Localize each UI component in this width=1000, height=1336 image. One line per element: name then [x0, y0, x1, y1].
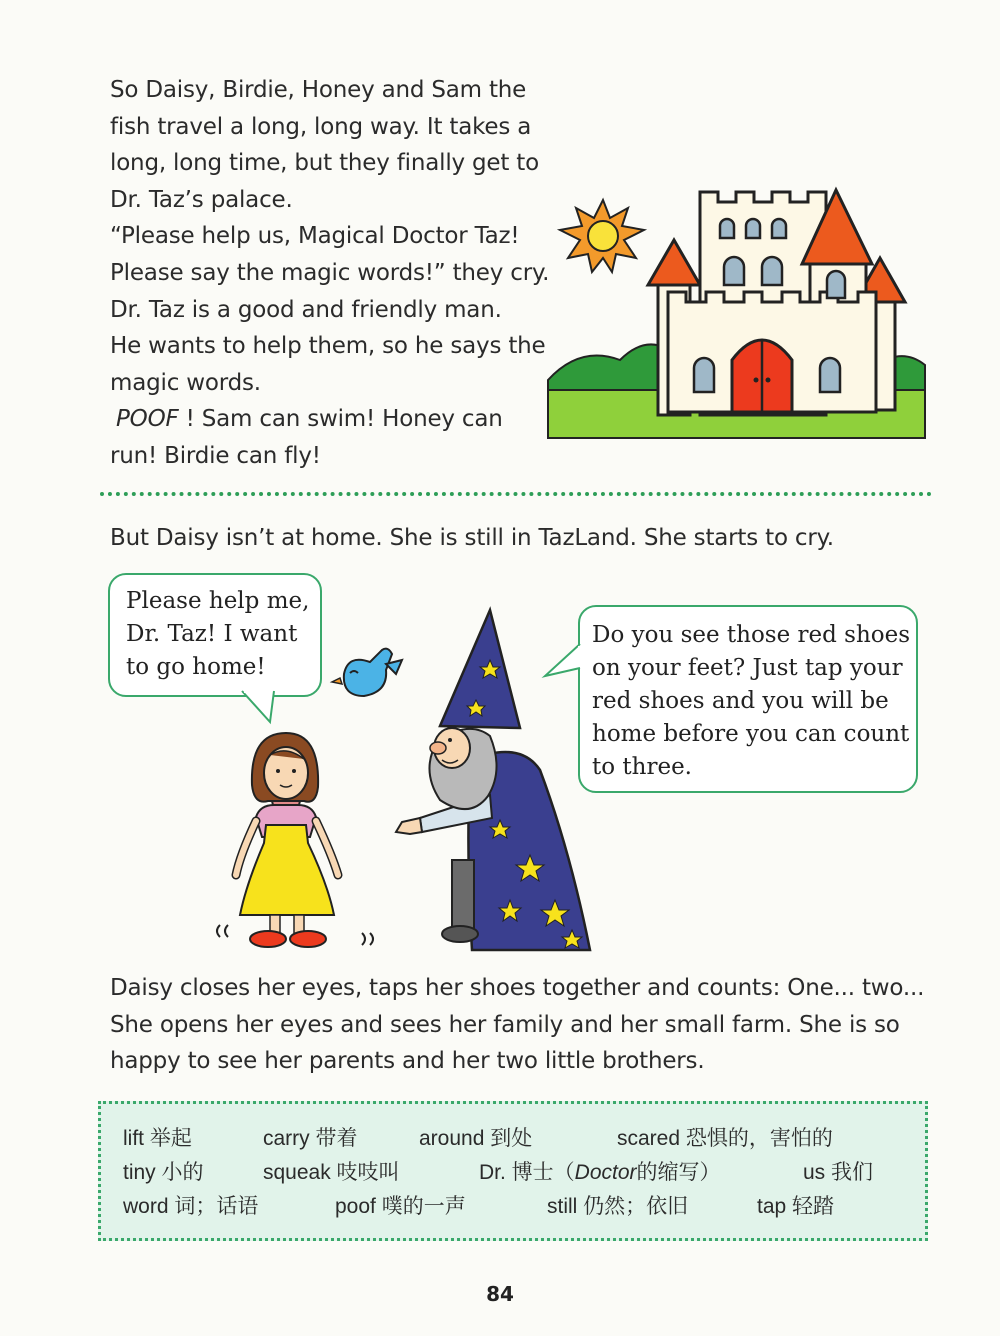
vocabulary-box: [98, 1101, 928, 1241]
section-divider: [100, 492, 932, 496]
vocab-item: scared 恐惧的，害怕的: [617, 1127, 833, 1150]
taz-speech-bubble: [578, 605, 918, 793]
vocab-item: word 词；话语: [123, 1195, 259, 1218]
story-line: fish travel a long, long way. It takes a: [110, 113, 532, 140]
wizard-illustration: [380, 600, 620, 960]
sun-icon: [558, 198, 648, 274]
story-line: run! Birdie can fly!: [110, 442, 321, 469]
story-paragraph-1: [110, 72, 549, 475]
story-line: long, long time, but they finally get to: [110, 150, 540, 177]
page-number: 84: [486, 1282, 514, 1306]
story-line: magic words.: [110, 369, 261, 396]
bubble-line: red shoes and you will be: [592, 688, 889, 714]
vocab-item: tiny 小的: [123, 1161, 204, 1184]
daisy-speech-bubble: [108, 573, 322, 697]
vocab-item: tap 轻踏: [757, 1195, 835, 1218]
vocab-item: Dr. 博士（Doctor的缩写）: [479, 1161, 721, 1184]
story-line: But Daisy isn’t at home. She is still in TazLand. She starts to cry.: [110, 525, 834, 551]
story-paragraph-3: [110, 970, 924, 1080]
bubble-line: home before you can count: [592, 721, 910, 747]
bubble-line: Do you see those red shoes: [592, 622, 911, 648]
vocab-item: lift 举起: [123, 1127, 192, 1150]
vocab-item: around 到处: [419, 1127, 533, 1150]
vocab-item: us 我们: [803, 1161, 874, 1184]
bubble-line: Dr. Taz! I want: [126, 621, 298, 647]
story-line: So Daisy, Birdie, Honey and Sam the: [110, 77, 527, 103]
story-line: Dr. Taz’s palace.: [110, 186, 293, 213]
vocab-item: still 仍然；依旧: [547, 1195, 689, 1218]
poof-word: POOF: [116, 406, 179, 433]
story-line: Daisy closes her eyes, taps her shoes together and counts: One... two...: [110, 975, 925, 1001]
story-line: Dr. Taz is a good and friendly man.: [110, 296, 502, 323]
bubble-line: to three.: [592, 754, 692, 780]
vocab-item: squeak 吱吱叫: [263, 1161, 400, 1184]
story-line: He wants to help them, so he says the: [110, 333, 546, 360]
vocab-item: carry 带着: [263, 1127, 358, 1150]
vocab-item: poof 噗的一声: [335, 1195, 466, 1218]
story-line: happy to see her parents and her two little brothers.: [110, 1048, 705, 1075]
girl-illustration: [200, 725, 390, 960]
story-line: “Please help us, Magical Doctor Taz!: [110, 223, 520, 250]
story-line: She opens her eyes and sees her family and her small farm. She is so: [110, 1011, 900, 1038]
story-line: Please say the magic words!” they cry.: [110, 259, 550, 286]
story-line-poof: [110, 401, 549, 438]
bubble-line: on your feet? Just tap your: [592, 655, 903, 681]
story-paragraph-2: [110, 520, 834, 557]
bubble-line: Please help me,: [126, 588, 310, 614]
bubble-line: to go home!: [126, 654, 266, 680]
daisy-bubble-tail: [240, 690, 280, 724]
poof-rest: ! Sam can swim! Honey can: [178, 406, 503, 433]
